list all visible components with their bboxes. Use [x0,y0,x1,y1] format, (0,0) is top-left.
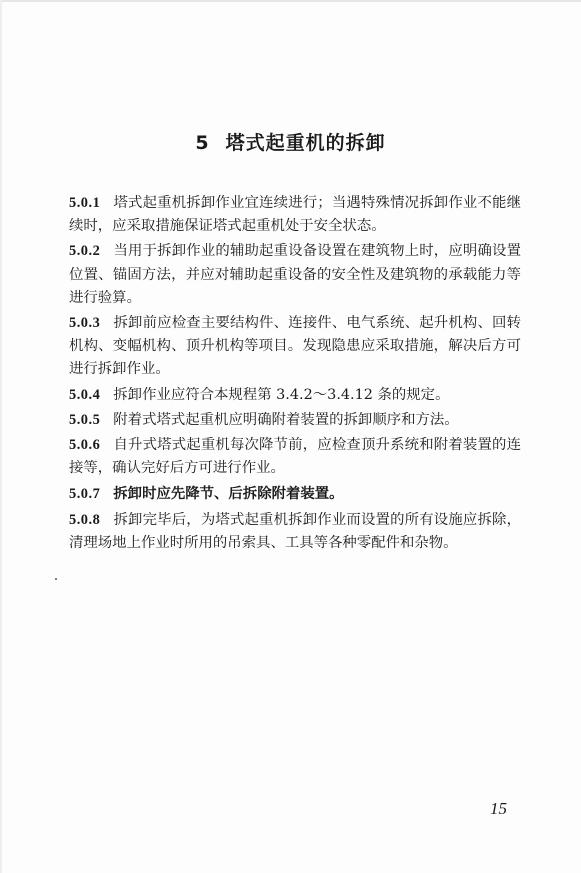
clause-text: 附着式塔式起重机应明确附着装置的拆卸顺序和方法。 [113,411,459,428]
clause-5-0-8 [69,509,521,555]
clause-number: 5.0.3 [69,315,101,332]
clause-number: 5.0.1 [69,195,101,211]
clause-list [69,192,521,557]
clause-5-0-3 [69,312,521,382]
chapter-heading [0,128,581,155]
clause-text: 塔式起重机拆卸作业宜连续进行；当遇特殊情况拆卸作业不能继续时，应采取措施保证塔式起重机处于安全状态。 [69,195,521,235]
clause-text: 当用于拆卸作业的辅助起重设备设置在建筑物上时，应明确设置位置、锚固方法，并应对辅助起重设备的安全性及建筑物的承载能力等进行验算。 [69,243,521,306]
clause-5-0-2 [69,240,521,310]
page-number: 15 [490,799,507,818]
clause-text: 自升式塔式起重机每次降节前，应检查顶升系统和附着装置的连接等，确认完好后方可进行作业。 [69,437,521,477]
clause-number: 5.0.2 [69,243,101,260]
clause-number: 5.0.7 [69,486,101,503]
clause-number: 5.0.5 [69,411,101,428]
clause-5-0-1 [69,192,521,238]
clause-text: 拆卸前应检查主要结构件、连接件、电气系统、起升机构、回转机构、变幅机构、顶升机构等项目。发现隐患应采取措施，解决后方可进行拆卸作业。 [69,315,521,378]
clause-5-0-6 [69,434,521,480]
clause-5-0-5 [69,409,521,432]
clause-5-0-4 [69,384,521,407]
chapter-title-text: 塔式起重机的拆卸 [225,132,386,154]
clause-number: 5.0.6 [69,437,101,454]
clause-number: 5.0.8 [69,511,101,528]
clause-text: 拆卸完毕后，为塔式起重机拆卸作业而设置的所有设施应拆除，清理场地上作业时所用的吊索具、工具等各种零配件和杂物。 [69,511,521,551]
scan-edge-top [0,0,581,2]
chapter-number: 5 [195,132,210,154]
clause-5-0-7 [69,482,521,506]
clause-text: 拆卸作业应符合本规程第 3.4.2～3.4.12 条的规定。 [113,386,450,403]
clause-text: 拆卸时应先降节、后拆除附着装置。 [113,485,344,503]
clause-number: 5.0.4 [69,386,101,403]
scan-speck [55,578,57,580]
